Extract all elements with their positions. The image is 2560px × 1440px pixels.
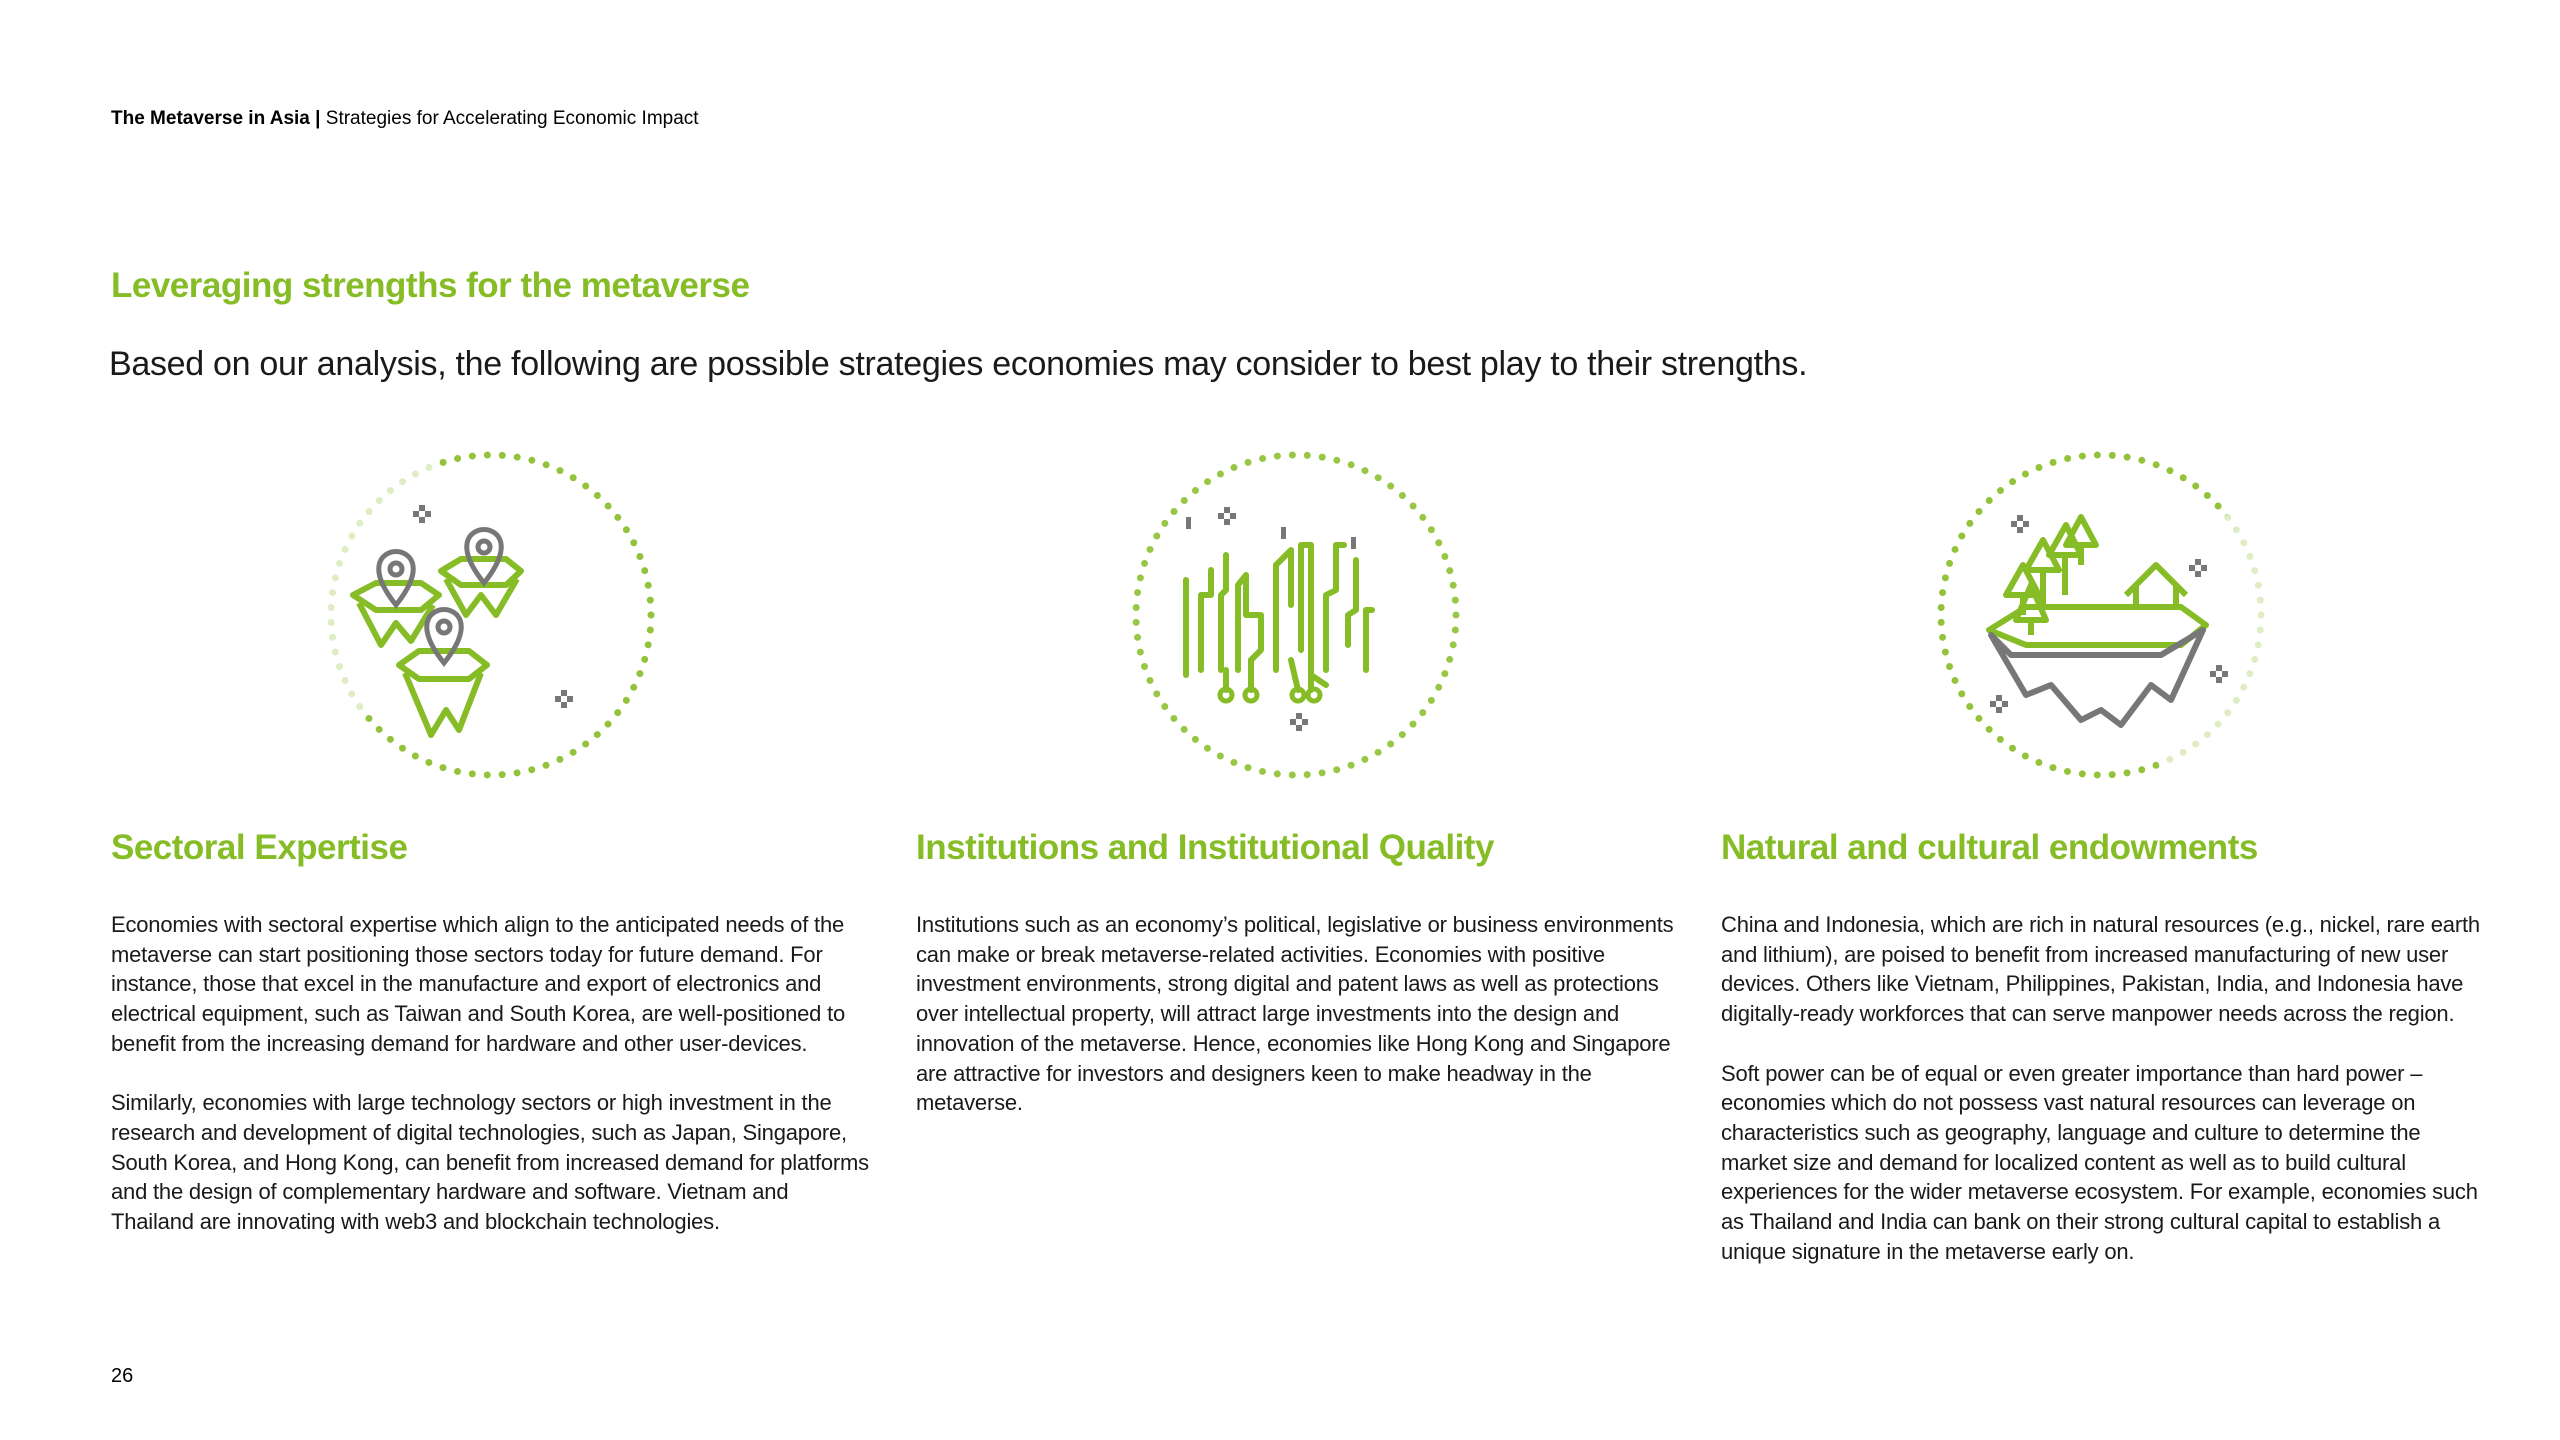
- floating-island-trees-icon: [1931, 445, 2271, 785]
- body-paragraph: Similarly, economies with large technology sectors or high investment in the research and development of digital technologies, such as Japan, Singapore, South Korea, and Hong Kong, can benefit from increased demand for platforms and the design of complementary hardware and software. Vietnam and Thailand are innovating with web3 and blockchain technologies.: [111, 1090, 869, 1235]
- header-subtitle: Strategies for Accelerating Economic Impact: [325, 108, 699, 129]
- body-paragraph: Institutions such as an economy’s political, legislative or business environments can make or break metaverse-related activities. Economies with positive investment environments, strong digital and patent laws as well as protections over intellectual property, will attract large investments into the design and innovation of the metaverse. Hence, economies like Hong Kong and Singapore are attractive for investors and designers keen to make headway in the metaverse.: [916, 912, 1674, 1116]
- section-title: Leveraging strengths for the metaverse: [111, 266, 750, 305]
- body-paragraph: Soft power can be of equal or even greater importance than hard power – economies which do not possess vast natural resources can leverage on characteristics such as geography, language and culture to determine the market size and demand for localized content as well as to build cultural experiences for the wider metaverse ecosystem. For example, economies such as Thailand and India can bank on their strong cultural capital to establish a unique signature in the metaverse early on.: [1721, 1060, 2478, 1264]
- column-body: [916, 910, 1676, 1148]
- column-title: Natural and cultural endowments: [1721, 828, 2258, 867]
- header-separator: |: [315, 108, 321, 129]
- body-paragraph: China and Indonesia, which are rich in natural resources (e.g., nickel, rare earth and lithium), are poised to benefit from increased manufacturing of new user devices. Others like Vietnam, Philippines, Pakistan, India, and Indonesia have digitally-ready workforces that can serve manpower needs across the region.: [1721, 912, 2480, 1027]
- column-title: Sectoral Expertise: [111, 828, 408, 867]
- column-body: [111, 910, 871, 1266]
- circuit-city-icon: [1126, 445, 1466, 785]
- floating-islands-location-pins-icon: [321, 445, 661, 785]
- intro-text: Based on our analysis, the following are possible strategies economies may consider to best play to their strengths.: [109, 345, 1808, 383]
- page-number: 26: [111, 1365, 134, 1387]
- column-title: Institutions and Institutional Quality: [916, 828, 1494, 867]
- body-paragraph: Economies with sectoral expertise which align to the anticipated needs of the metaverse can start positioning those sectors today for future demand. For instance, those that excel in the manufacture and export of electronics and electrical equipment, such as Taiwan and South Korea, are well-positioned to benefit from the increasing demand for hardware and other user-devices.: [111, 912, 846, 1056]
- column-body: [1721, 910, 2481, 1296]
- header-title: The Metaverse in Asia: [111, 108, 310, 129]
- running-header: [111, 108, 699, 130]
